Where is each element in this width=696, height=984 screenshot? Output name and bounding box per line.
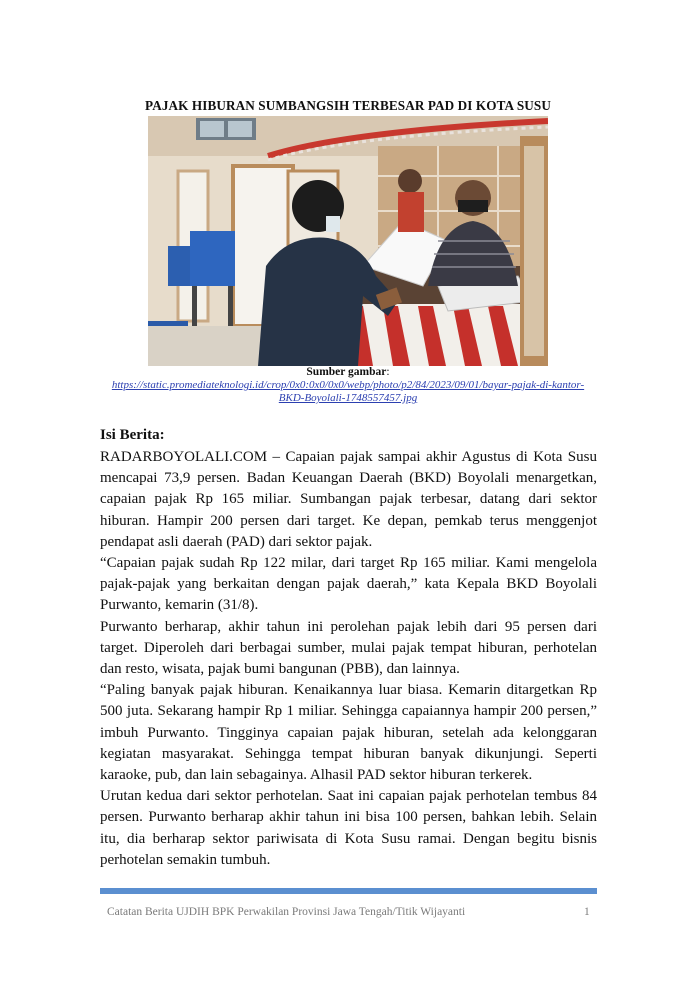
article-paragraph-3: Purwanto berharap, akhir tahun ini perolehan pajak lebih dari 95 persen dari target. Diperoleh dari berbagai sumber, mulai pajak tempat hiburan, perhotelan dan resto, wisata, pajak bumi bangunan (PBB), dan lainnya. bbox=[100, 618, 597, 678]
article-paragraph-1: RADARBOYOLALI.COM – Capaian pajak sampai akhir Agustus di Kota Susu mencapai 73,9 persen. Badan Keuangan Daerah (BKD) Boyolali menargetkan, capaian pajak Rp 165 miliar. Sumbangan pajak terbesar, datang dari sektor hiburan. Hampir 200 persen dari target. Ke depan, pemkab terus menggenjot pendapat asli daerah (PAD) dari sektor pajak. bbox=[100, 449, 597, 550]
footer-divider bbox=[100, 888, 597, 894]
image-source-colon: : bbox=[386, 366, 390, 378]
image-source-link[interactable]: https://static.promediateknologi.id/crop/0x0:0x0/0x0/webp/photo/p2/84/2023/09/01/bayar-pajak-di-kantor-BKD-Boyolali-1748557457.jpg bbox=[111, 379, 585, 404]
page-number: 1 bbox=[584, 906, 590, 918]
article-title: PAJAK HIBURAN SUMBANGSIH TERBESAR PAD DI KOTA SUSU bbox=[145, 98, 551, 113]
article-paragraph-5: Urutan kedua dari sektor perhotelan. Saat ini capaian pajak perhotelan tembus 84 persen. Purwanto berharap akhir tahun ini bisa 100 persen, bahkan lebih. Selain itu, dia berharap sektor pariwisata di Kota Susu ramai. Dengan begitu bisnis perhotelan semakin tumbuh. bbox=[100, 788, 597, 868]
footer-text: Catatan Berita UJDIH BPK Perwakilan Provinsi Jawa Tengah/Titik Wijayanti bbox=[107, 906, 466, 918]
image-source-label bbox=[100, 366, 596, 378]
image-source-label-text: Sumber gambar bbox=[306, 366, 387, 378]
article-paragraph-2: “Capaian pajak sudah Rp 122 milar, dari target Rp 165 miliar. Kami mengelola pajak-pajak yang berkaitan dengan pajak daerah,” kata Kepala BKD Boyolali Purwanto, kemarin (31/8). bbox=[100, 555, 597, 614]
article-paragraph-4: “Paling banyak pajak hiburan. Kenaikannya luar biasa. Kemarin ditargetkan Rp 500 juta. Sekarang hampir Rp 1 miliar. Sehingga capaiannya hampir 200 persen,” imbuh Purwanto. Tingginya capaian pajak hiburan, setelah ada kelonggaran kegiatan masyarakat. Sehingga tempat hiburan banyak dikunjungi. Seperti karaoke, pub, dan lain sebagainya. Alhasil PAD sektor hiburan terkerek. bbox=[100, 682, 597, 784]
section-heading: Isi Berita: bbox=[100, 427, 165, 443]
news-photo bbox=[148, 116, 548, 366]
article-body bbox=[100, 447, 597, 871]
